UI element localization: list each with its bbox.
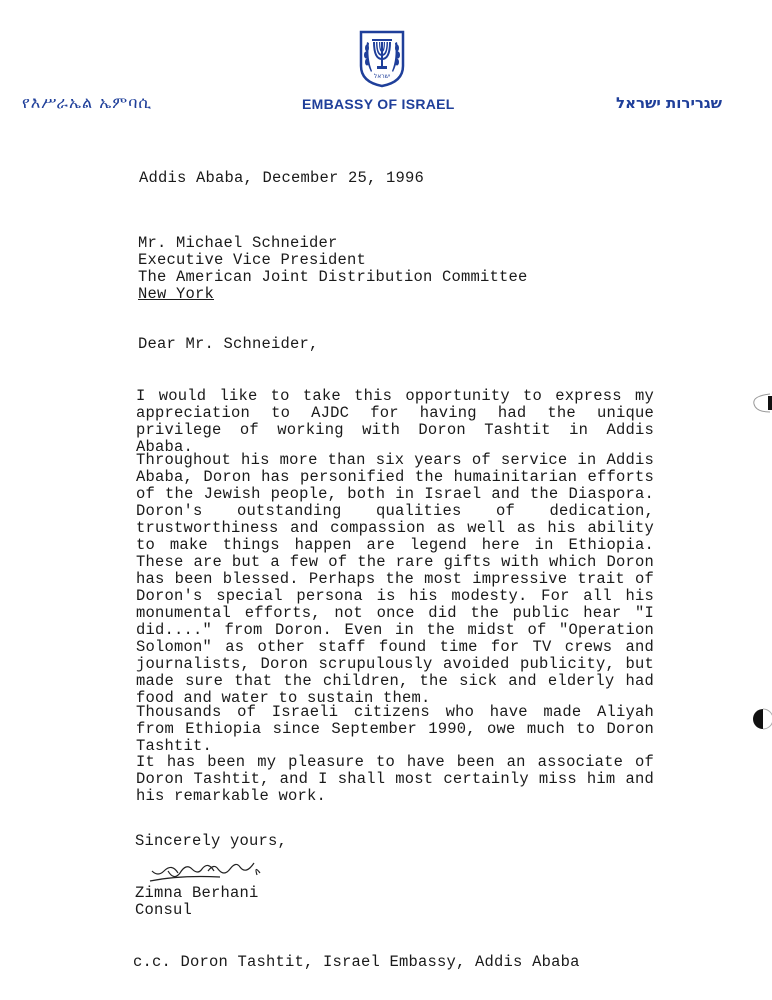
salutation: Dear Mr. Schneider, xyxy=(138,335,319,353)
letter-date: Addis Ababa, December 25, 1996 xyxy=(139,169,425,187)
recipient-title: Executive Vice President xyxy=(138,251,367,269)
cc-line: c.c. Doron Tashtit, Israel Embassy, Addis Ababa xyxy=(133,953,580,971)
svg-text:ישראל: ישראל xyxy=(373,73,391,80)
paragraph-4: It has been my pleasure to have been an associate of Doron Tashtit, and I shall most certainly miss him and his remarkable work. xyxy=(136,753,654,805)
binder-hole-icon xyxy=(748,392,772,414)
recipient-organization: The American Joint Distribution Committee xyxy=(138,268,528,286)
signer-title: Consul xyxy=(135,901,193,919)
recipient-address xyxy=(138,235,528,303)
recipient-name: Mr. Michael Schneider xyxy=(138,234,338,252)
signer-name: Zimna Berhani xyxy=(135,884,259,902)
letterhead-hebrew: שגרירות ישראל xyxy=(616,94,722,112)
handwritten-signature xyxy=(142,855,272,887)
signer-block xyxy=(135,885,259,919)
letterhead-title: EMBASSY OF ISRAEL xyxy=(302,96,455,112)
paragraph-3: Thousands of Israeli citizens who have made Aliyah from Ethiopia since September 1990, owe much to Doron Tashtit. xyxy=(136,703,654,755)
paragraph-1: I would like to take this opportunity to express my appreciation to AJDC for having had the unique privilege of working with Doron Tashtit in Addis Ababa. xyxy=(136,387,654,456)
paragraph-2: Throughout his more than six years of service in Addis Ababa, Doron has personified the humainitarian efforts of the Jewish people, both in Israel and the Diaspora. Doron's outstanding qualities of dedication, trustworthiness and compassion as well as his ability to make things happen are legend here in Ethiopia. These are but a few of the rare gifts with which Doron has been blessed. Perhaps the most impressive trait of Doron's special persona is his modesty. For all his monumental efforts, not once did the public hear "I did...." from Doron. Even in the midst of "Operation Solomon" as other staff found time for TV crews and journalists, Doron scrupulously avoided publicity, but made sure that the children, the sick and elderly had food and water to sustain them. xyxy=(136,451,654,707)
recipient-city: New York xyxy=(138,285,215,303)
closing: Sincerely yours, xyxy=(135,832,288,850)
letterhead-amharic: የእሥራኤል ኤምባሲ xyxy=(22,93,153,112)
binder-hole-icon xyxy=(752,708,772,730)
menorah-emblem-icon xyxy=(357,28,407,88)
